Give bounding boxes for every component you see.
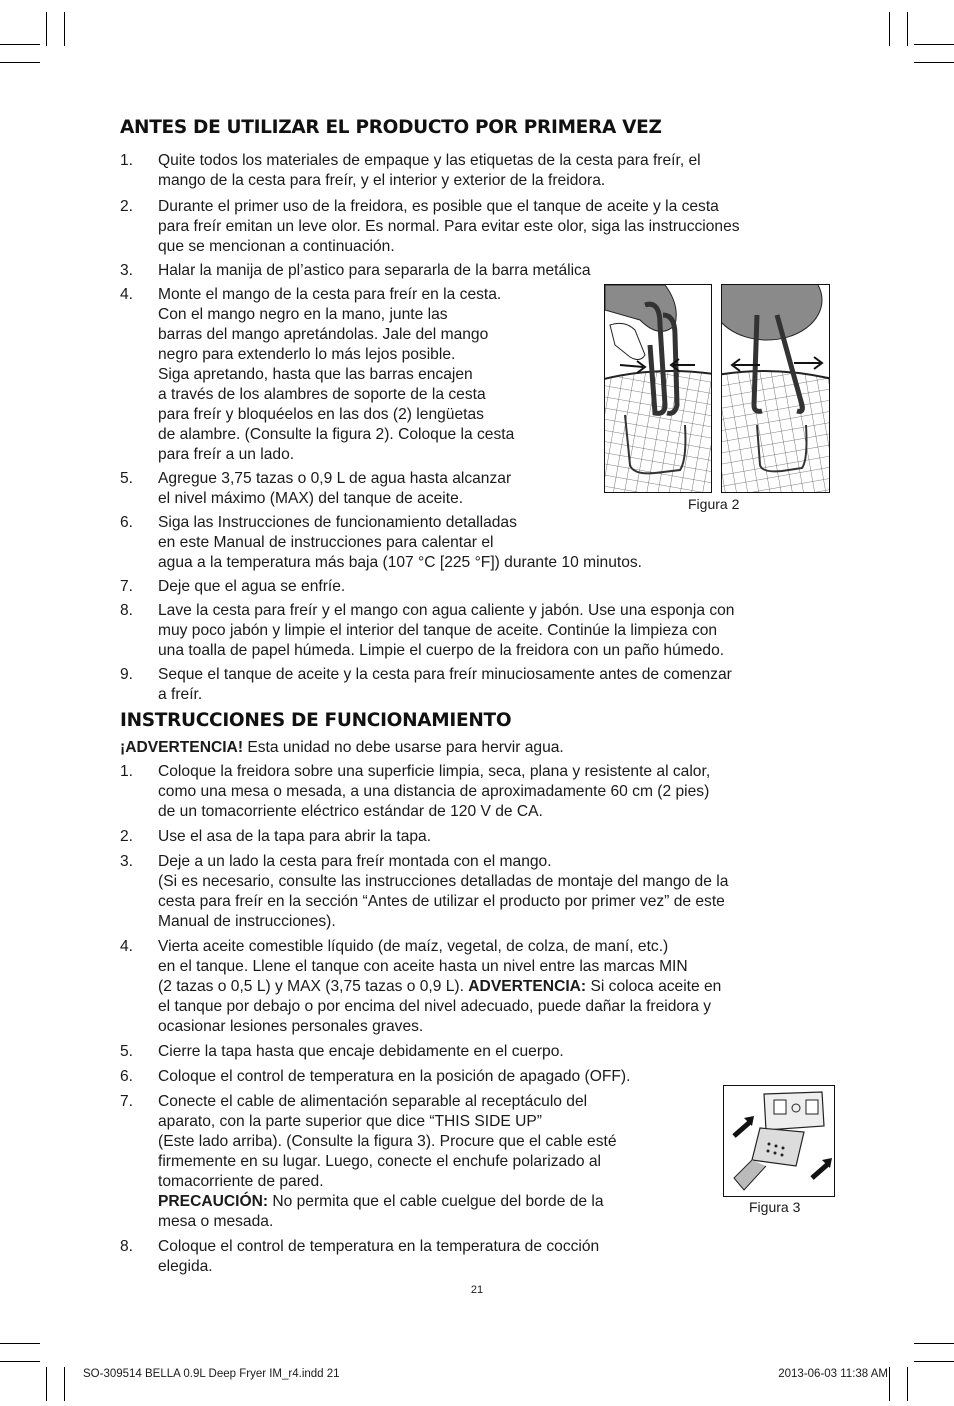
figure-2-right-panel [721,284,830,493]
figure-3-caption: Figura 3 [749,1199,801,1215]
section-title: INSTRUCCIONES DE FUNCIONAMIENTO [120,710,512,731]
crop-mark [914,1361,954,1362]
warning-text: Esta unidad no debe usarse para hervir agua. [243,739,564,756]
crop-mark [889,12,890,46]
list-item: 6. Coloque el control de temperatura en la posición de apagado (OFF). [120,1068,631,1085]
crop-mark [0,62,40,63]
list-item: 2. Use el asa de la tapa para abrir la tapa. [120,828,432,845]
list-item: 2. Durante el primer uso de la freidora, es posible que el tanque de aceite y la cesta para freír emitan un leve olor. Es normal. Para evitar este olor, siga las instrucciones que se mencionan a continuación. [120,198,740,255]
figure-3-panel [723,1085,835,1197]
list-item: 7. Deje que el agua se enfríe. [120,578,346,595]
page-number: 21 [470,1284,484,1296]
power-cord-plug-illustration [724,1086,834,1196]
list-item: 5. Cierre la tapa hasta que encaje debidamente en el cuerpo. [120,1043,564,1060]
crop-mark [46,12,47,46]
crop-mark [64,1367,65,1401]
crop-mark [0,1361,40,1362]
list-item: 1. Coloque la freidora sobre una superficie limpia, seca, plana y resistente al calor, como una mesa o mesada, a una distancia de aproximadamente 60 cm (2 pies) de un tomacorriente eléctrico estándar de 120 V de CA. [120,763,711,820]
list-item: 7. Conecte el cable de alimentación separable al receptáculo del aparato, con la parte superior que dice “THIS SIDE UP” (Este lado arriba). (Consulte la figura 3). Procure que el cable esté firmemente en su lugar. Luego, conecte el enchufe polarizado al tomacorriente de pared. PRECAUCIÓN: No permita que el cable cuelgue del borde de la mesa o mesada. [120,1093,617,1230]
figure-2-left-panel [604,284,712,493]
footer-left: SO-309514 BELLA 0.9L Deep Fryer IM_r4.indd 21 [83,1368,340,1380]
crop-mark [64,12,65,46]
crop-mark [889,1367,890,1401]
crop-mark [907,12,908,46]
list-item: 4. Vierta aceite comestible líquido (de maíz, vegetal, de colza, de maní, etc.) en el tanque. Llene el tanque con aceite hasta un nivel entre las marcas MIN (2 tazas o 0,5 L) y MAX (3,75 tazas o 0,9 L). ADVERTENCIA: Si coloca aceite en el tanque por debajo o por encima del nivel adecuado, puede dañar la freidora y ocasionar lesiones personales graves. [120,938,722,1035]
crop-mark [907,1367,908,1401]
warning-label: ¡ADVERTENCIA! [120,739,244,756]
numbered-list [118,762,833,1277]
list-item: 4. Monte el mango de la cesta para freír en la cesta. Con el mango negro en la mano, junte las barras del mango apretándolas. Jale del mango negro para extenderlo lo más lejos posible. Siga apretando, hasta que las barras encajen a través de los alambres de soporte de la cesta para freír y bloquéelos en las dos (2) lengüetas de alambre. (Consulte la figura 2). Coloque la cesta para freír a un lado. [120,286,515,463]
list-item: 9. Seque el tanque de aceite y la cesta para freír minuciosamente antes de comenzar a freír. [120,666,732,703]
basket-handle-extend-illustration [722,285,829,492]
list-item: 8. Coloque el control de temperatura en la temperatura de cocción elegida. [120,1238,600,1275]
crop-mark [914,62,954,63]
crop-mark [914,44,954,45]
list-item: 8. Lave la cesta para freír y el mango con agua caliente y jabón. Use una esponja con muy poco jabón y limpie el interior del tanque de aceite. Continúe la limpieza con una toalla de papel húmeda. Limpie el cuerpo de la freidora con un paño húmedo. [120,602,735,659]
list-item: 1. Quite todos los materiales de empaque y las etiquetas de la cesta para freír, el mango de la cesta para freír, y el interior y exterior de la freidora. [120,152,701,189]
crop-mark [0,1343,40,1344]
warning-line [120,738,564,758]
list-item: 3. Deje a un lado la cesta para freír montada con el mango. (Si es necesario, consulte las instrucciones detalladas de montaje del mango de la cesta para freír en la sección “Antes de utilizar el producto por primer vez” de este Manual de instrucciones). [120,853,729,930]
figure-2-caption: Figura 2 [688,496,740,512]
section-title: ANTES DE UTILIZAR EL PRODUCTO POR PRIMERA VEZ [120,117,662,138]
list-item: 5. Agregue 3,75 tazas o 0,9 L de agua hasta alcanzar el nivel máximo (MAX) del tanque de aceite. [120,470,512,507]
crop-mark [914,1343,954,1344]
crop-mark [46,1367,47,1401]
list-item: 6. Siga las Instrucciones de funcionamiento detalladas en este Manual de instrucciones para calentar el agua a la temperatura más baja (107 °C [225 °F]) durante 10 minutos. [120,514,643,571]
crop-mark [0,44,40,45]
basket-handle-squeeze-illustration [605,285,711,492]
footer-right: 2013-06-03 11:38 AM [778,1368,888,1380]
list-item: 3. Halar la manija de pl’astico para separarla de la barra metálica [120,262,591,279]
